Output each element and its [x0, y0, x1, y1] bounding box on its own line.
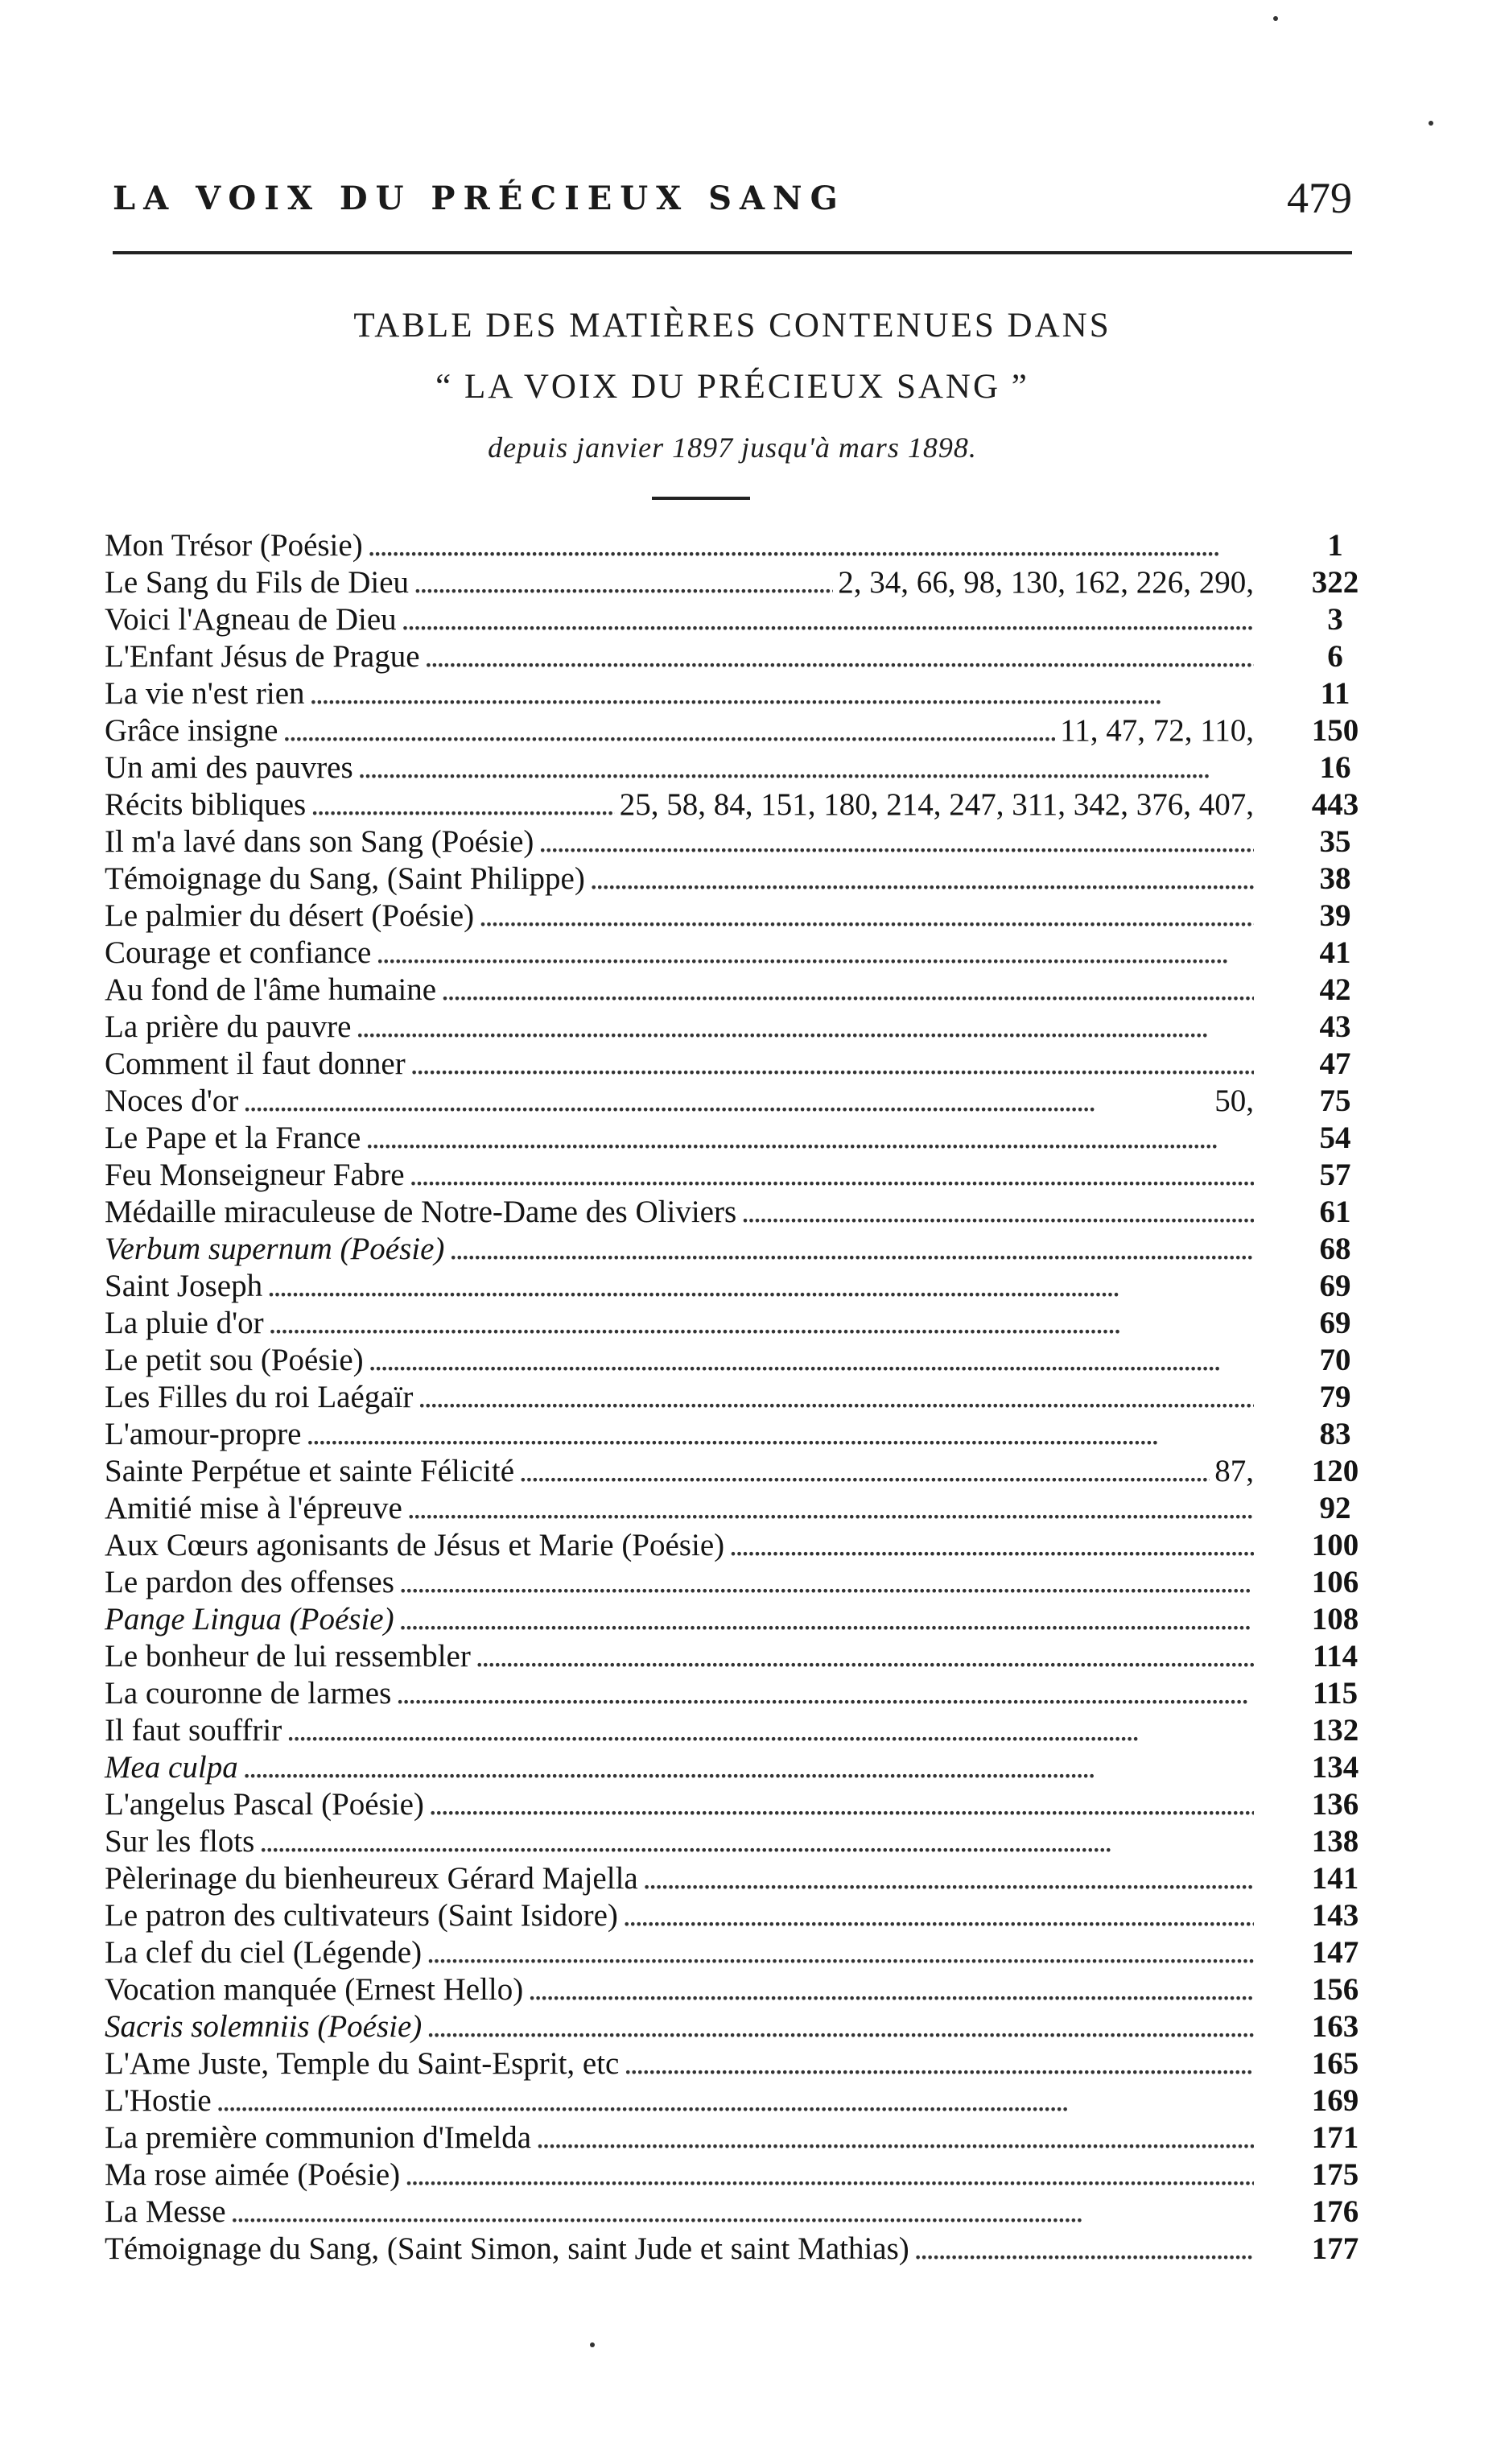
header-rule — [113, 251, 1352, 254]
running-title: LA VOIX DU PRÉCIEUX SANG — [113, 180, 846, 217]
toc-entry — [105, 1712, 1360, 1749]
toc-entry-title: Amitié mise à l'épreuve — [105, 1491, 402, 1525]
dot-leader — [369, 1342, 1254, 1379]
toc-entry-title: Vocation manquée (Ernest Hello) — [105, 1972, 524, 2007]
toc-entry — [105, 1860, 1360, 1897]
toc-entry-page-refs: 25, 58, 84, 151, 180, 214, 247, 311, 342, 376, 407, — [619, 787, 1254, 822]
toc-entry-page: 100 — [1311, 1528, 1359, 1562]
toc-entry — [105, 2194, 1360, 2231]
toc-entry — [105, 527, 1360, 564]
toc-entry-title: Le Sang du Fils de Dieu — [105, 565, 410, 600]
toc-entry-title: L'angelus Pascal (Poésie) — [105, 1787, 424, 1822]
toc-entry — [105, 1416, 1360, 1453]
toc-entry — [105, 1638, 1360, 1675]
dot-leader — [427, 2008, 1254, 2045]
toc-entry-page: 69 — [1319, 1269, 1351, 1303]
toc-entry — [105, 972, 1360, 1009]
toc-entry-title: La première communion d'Imelda — [105, 2120, 532, 2155]
toc-entry — [105, 2045, 1360, 2082]
toc-entry — [105, 935, 1360, 972]
toc-entry — [105, 1453, 1360, 1490]
toc-entry-title: Le patron des cultivateurs (Saint Isidore) — [105, 1898, 618, 1933]
toc-entry-title: Noces d'or — [105, 1083, 239, 1118]
dot-leader — [269, 1305, 1254, 1342]
dot-leader — [427, 1934, 1254, 1971]
dot-leader — [590, 861, 1254, 898]
toc-entry-page: 175 — [1311, 2157, 1359, 2192]
toc-entry-title: Verbum supernum (Poésie) — [105, 1232, 445, 1266]
toc-entry-page: 115 — [1312, 1676, 1359, 1711]
toc-entry — [105, 1823, 1360, 1860]
toc-entry-title: Témoignage du Sang, (Saint Philippe) — [105, 861, 585, 896]
dot-leader — [216, 2082, 1254, 2119]
toc-entry-title: Ma rose aimée (Poésie) — [105, 2157, 401, 2192]
running-header — [113, 165, 1352, 229]
toc-entry-title: Courage et confiance — [105, 935, 372, 970]
toc-entry — [105, 1194, 1360, 1231]
toc-entry — [105, 2157, 1360, 2194]
dot-leader — [306, 1416, 1254, 1453]
toc-entry-page: 70 — [1319, 1343, 1351, 1377]
toc-entry-page: 108 — [1311, 1602, 1359, 1636]
page-number: 479 — [1287, 174, 1352, 222]
toc-entry-title: Le pardon des offenses — [105, 1565, 394, 1599]
toc-entry-title: L'Ame Juste, Temple du Saint-Esprit, etc — [105, 2046, 620, 2081]
toc-entry-page: 68 — [1319, 1232, 1351, 1266]
toc-entry — [105, 1601, 1360, 1638]
toc-entry-page: 61 — [1319, 1195, 1351, 1229]
toc-entry — [105, 2119, 1360, 2157]
toc-entry — [105, 1268, 1360, 1305]
dot-leader — [358, 749, 1254, 786]
toc-entry-page: 165 — [1311, 2046, 1359, 2081]
toc-entry-page: 75 — [1319, 1083, 1351, 1118]
toc-entry-page: 6 — [1327, 639, 1343, 674]
toc-entry-title: Grâce insigne — [105, 713, 278, 748]
toc-entry — [105, 1897, 1360, 1934]
toc-entry — [105, 823, 1360, 861]
toc-entry-page: 69 — [1319, 1306, 1351, 1340]
toc-entry — [105, 1083, 1360, 1120]
toc-entry-title: Le Pape et la France — [105, 1121, 361, 1155]
toc-entry-title: Comment il faut donner — [105, 1046, 406, 1081]
dot-leader — [287, 1712, 1254, 1749]
toc-heading-line2: “ LA VOIX DU PRÉCIEUX SANG ” — [435, 368, 1029, 406]
toc-entry-page: 163 — [1311, 2009, 1359, 2044]
dot-leader — [311, 786, 614, 823]
dot-leader — [243, 1749, 1254, 1786]
dot-leader — [231, 2194, 1254, 2231]
toc-entry — [105, 1675, 1360, 1712]
dot-leader — [425, 638, 1254, 675]
toc-entry — [105, 898, 1360, 935]
toc-entry-page: 177 — [1311, 2231, 1359, 2266]
toc-entry-page: 1 — [1327, 528, 1343, 563]
toc-entry-title: Sur les flots — [105, 1824, 255, 1859]
toc-entry-page: 47 — [1319, 1046, 1351, 1081]
dot-leader — [528, 1971, 1254, 2008]
toc-entry — [105, 564, 1360, 601]
dot-leader — [259, 1823, 1254, 1860]
toc-entry — [105, 2231, 1360, 2268]
toc-entry-title: Récits bibliques — [105, 787, 307, 822]
toc-entry-title: Pange Lingua (Poésie) — [105, 1602, 394, 1636]
toc-entry — [105, 1305, 1360, 1342]
toc-entry-page: 79 — [1319, 1380, 1351, 1414]
toc-entry — [105, 2082, 1360, 2119]
dot-leader — [399, 1601, 1254, 1638]
toc-entry — [105, 1749, 1360, 1786]
toc-entry-page: 43 — [1319, 1009, 1351, 1044]
toc-entry-title: Saint Joseph — [105, 1269, 263, 1303]
toc-entry — [105, 1971, 1360, 2008]
toc-entry-title: Le bonheur de lui ressembler — [105, 1639, 471, 1674]
toc-entry-page: 54 — [1319, 1121, 1351, 1155]
ink-speck — [1429, 121, 1433, 126]
toc-entry — [105, 1231, 1360, 1268]
toc-entry-title: L'Enfant Jésus de Prague — [105, 639, 420, 674]
table-of-contents — [105, 527, 1360, 2268]
toc-entry — [105, 601, 1360, 638]
toc-entry-title: Mea culpa — [105, 1750, 238, 1785]
dot-leader — [729, 1527, 1254, 1564]
toc-entry-title: Il m'a lavé dans son Sang (Poésie) — [105, 824, 534, 859]
dot-leader — [741, 1194, 1254, 1231]
toc-entry-page: 106 — [1311, 1565, 1359, 1599]
toc-entry-page: 150 — [1311, 713, 1359, 748]
toc-entry-title: Un ami des pauvres — [105, 750, 353, 785]
toc-entry-title: Le palmier du désert (Poésie) — [105, 898, 475, 933]
dot-leader — [267, 1268, 1254, 1305]
toc-entry-page: 141 — [1311, 1861, 1359, 1896]
dot-leader — [365, 1120, 1254, 1157]
toc-entry — [105, 675, 1360, 712]
toc-entry-page-refs: 2, 34, 66, 98, 130, 162, 226, 290, — [838, 565, 1254, 600]
toc-entry-page: 92 — [1319, 1491, 1351, 1525]
toc-entry-page: 41 — [1319, 935, 1351, 970]
toc-entry-title: Feu Monseigneur Fabre — [105, 1158, 405, 1192]
toc-entry — [105, 1009, 1360, 1046]
dot-leader — [519, 1453, 1210, 1490]
toc-entry — [105, 1527, 1360, 1564]
toc-heading-line1: TABLE DES MATIÈRES CONTENUES DANS — [353, 307, 1111, 345]
toc-entry-page: 132 — [1311, 1713, 1359, 1748]
toc-entry — [105, 1157, 1360, 1194]
toc-entry-title: La vie n'est rien — [105, 676, 305, 711]
toc-entry-page: 171 — [1311, 2120, 1359, 2155]
heading-rule — [652, 497, 750, 500]
toc-entry-page: 35 — [1319, 824, 1351, 859]
dot-leader — [376, 935, 1254, 972]
toc-entry-page: 83 — [1319, 1417, 1351, 1451]
dot-leader — [914, 2231, 1254, 2268]
dot-leader — [405, 2157, 1254, 2194]
toc-entry-title: Témoignage du Sang, (Saint Simon, saint Jude et saint Mathias) — [105, 2231, 909, 2266]
ink-speck — [1273, 16, 1278, 21]
toc-entry — [105, 1490, 1360, 1527]
dot-leader — [538, 823, 1254, 861]
dot-leader — [449, 1231, 1254, 1268]
toc-entry-title: La Messe — [105, 2194, 226, 2229]
toc-entry-page: 136 — [1311, 1787, 1359, 1822]
toc-entry-title: Aux Cœurs agonisants de Jésus et Marie (Poésie) — [105, 1528, 725, 1562]
toc-entry-page: 120 — [1311, 1454, 1359, 1488]
toc-entry — [105, 1120, 1360, 1157]
toc-entry-page: 176 — [1311, 2194, 1359, 2229]
toc-entry — [105, 638, 1360, 675]
toc-entry — [105, 1379, 1360, 1416]
toc-entry-page: 57 — [1319, 1158, 1351, 1192]
toc-entry-page: 143 — [1311, 1898, 1359, 1933]
toc-entry-title: La pluie d'or — [105, 1306, 264, 1340]
toc-entry-page: 16 — [1319, 750, 1351, 785]
toc-entry — [105, 1046, 1360, 1083]
dot-leader — [243, 1083, 1210, 1120]
toc-entry — [105, 786, 1360, 823]
toc-entry-title: L'Hostie — [105, 2083, 212, 2118]
toc-entry-title: Sacris solemniis (Poésie) — [105, 2009, 423, 2044]
toc-entry-page: 11 — [1320, 676, 1350, 711]
toc-entry-title: Mon Trésor (Poésie) — [105, 528, 363, 563]
dot-leader — [623, 1897, 1254, 1934]
toc-entry-title: Le petit sou (Poésie) — [105, 1343, 364, 1377]
dot-leader — [396, 1675, 1254, 1712]
dot-leader — [429, 1786, 1254, 1823]
dot-leader — [356, 1009, 1254, 1046]
toc-entry — [105, 2008, 1360, 2045]
toc-entry — [105, 1342, 1360, 1379]
toc-entry-title: Sainte Perpétue et sainte Félicité — [105, 1454, 514, 1488]
dot-leader — [418, 1379, 1254, 1416]
toc-entry-title: La couronne de larmes — [105, 1676, 392, 1711]
toc-entry-title: Pèlerinage du bienheureux Gérard Majella — [105, 1861, 638, 1896]
toc-entry-page: 138 — [1311, 1824, 1359, 1859]
toc-entry-page: 443 — [1311, 787, 1359, 822]
ink-speck — [590, 2342, 595, 2347]
toc-entry-page: 38 — [1319, 861, 1351, 896]
toc-entry-page: 322 — [1311, 565, 1359, 600]
dot-leader — [407, 1490, 1254, 1527]
dot-leader — [402, 601, 1254, 638]
toc-entry — [105, 749, 1360, 786]
toc-entry-page: 3 — [1327, 602, 1343, 637]
toc-entry-page: 39 — [1319, 898, 1351, 933]
toc-entry — [105, 712, 1360, 749]
toc-entry-page: 147 — [1311, 1935, 1359, 1970]
toc-entry-title: Les Filles du roi Laégaïr — [105, 1380, 414, 1414]
toc-entry-page: 114 — [1312, 1639, 1359, 1674]
toc-entry-page: 169 — [1311, 2083, 1359, 2118]
toc-entry-page: 42 — [1319, 972, 1351, 1007]
toc-entry-page: 134 — [1311, 1750, 1359, 1785]
toc-entry-page-refs: 11, 47, 72, 110, — [1060, 713, 1254, 748]
toc-entry-title: L'amour-propre — [105, 1417, 302, 1451]
dot-leader — [441, 972, 1254, 1009]
toc-entry-title: La clef du ciel (Légende) — [105, 1935, 423, 1970]
dot-leader — [414, 564, 833, 601]
dot-leader — [310, 675, 1254, 712]
dot-leader — [624, 2045, 1254, 2082]
dot-leader — [410, 1046, 1254, 1083]
toc-entry — [105, 1786, 1360, 1823]
toc-entry — [105, 1564, 1360, 1601]
toc-heading-date-range: depuis janvier 1897 jusqu'à mars 1898. — [488, 431, 977, 464]
toc-entry-title: Médaille miraculeuse de Notre-Dame des Oliviers — [105, 1195, 737, 1229]
dot-leader — [368, 527, 1254, 564]
toc-entry — [105, 861, 1360, 898]
toc-entry-title: Voici l'Agneau de Dieu — [105, 602, 397, 637]
toc-entry-title: Au fond de l'âme humaine — [105, 972, 437, 1007]
toc-entry-page-refs: 87, — [1214, 1454, 1254, 1488]
toc-entry-page-refs: 50, — [1214, 1083, 1254, 1118]
toc-entry — [105, 1934, 1360, 1971]
dot-leader — [399, 1564, 1254, 1601]
dot-leader — [410, 1157, 1254, 1194]
toc-entry-page: 156 — [1311, 1972, 1359, 2007]
toc-entry-title: La prière du pauvre — [105, 1009, 352, 1044]
dot-leader — [643, 1860, 1254, 1897]
dot-leader — [476, 1638, 1254, 1675]
dot-leader — [283, 712, 1056, 749]
toc-entry-title: Il faut souffrir — [105, 1713, 282, 1748]
dot-leader — [479, 898, 1254, 935]
dot-leader — [536, 2119, 1254, 2157]
